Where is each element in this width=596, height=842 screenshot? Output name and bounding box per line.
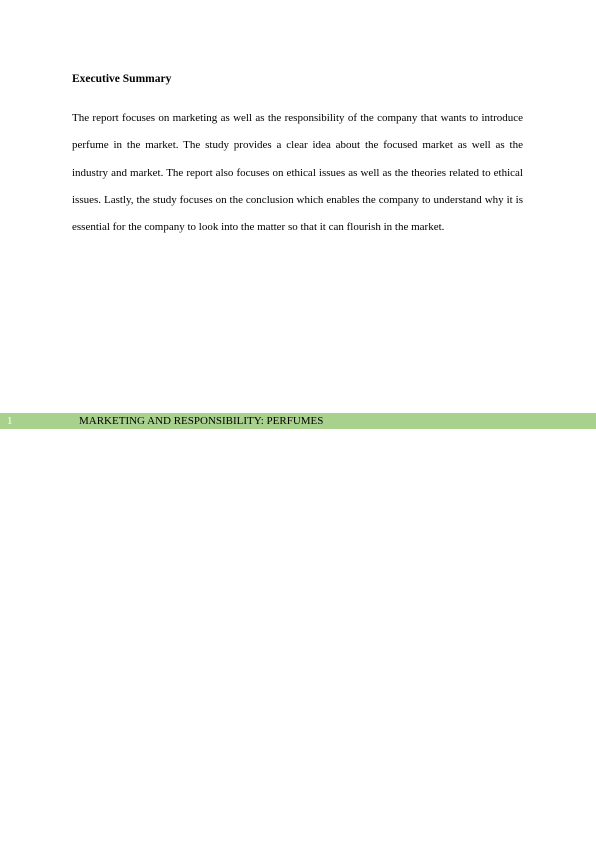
page-number: 1 (7, 415, 13, 427)
summary-paragraph: The report focuses on marketing as well as the responsibility of the company that wants to introduce perfume in the market. The study provides a clear idea about the focused market as well as the industry and market. The report also focuses on ethical issues as well as the theories related to ethical issues. Lastly, the study focuses on the conclusion which enables the company to understand why it is essential for the company to look into the matter so that it can flourish in the market. (72, 112, 523, 234)
running-head: MARKETING AND RESPONSIBILITY: PERFUMES (79, 415, 324, 427)
section-heading: Executive Summary (72, 73, 172, 85)
page-footer-band (0, 413, 596, 429)
